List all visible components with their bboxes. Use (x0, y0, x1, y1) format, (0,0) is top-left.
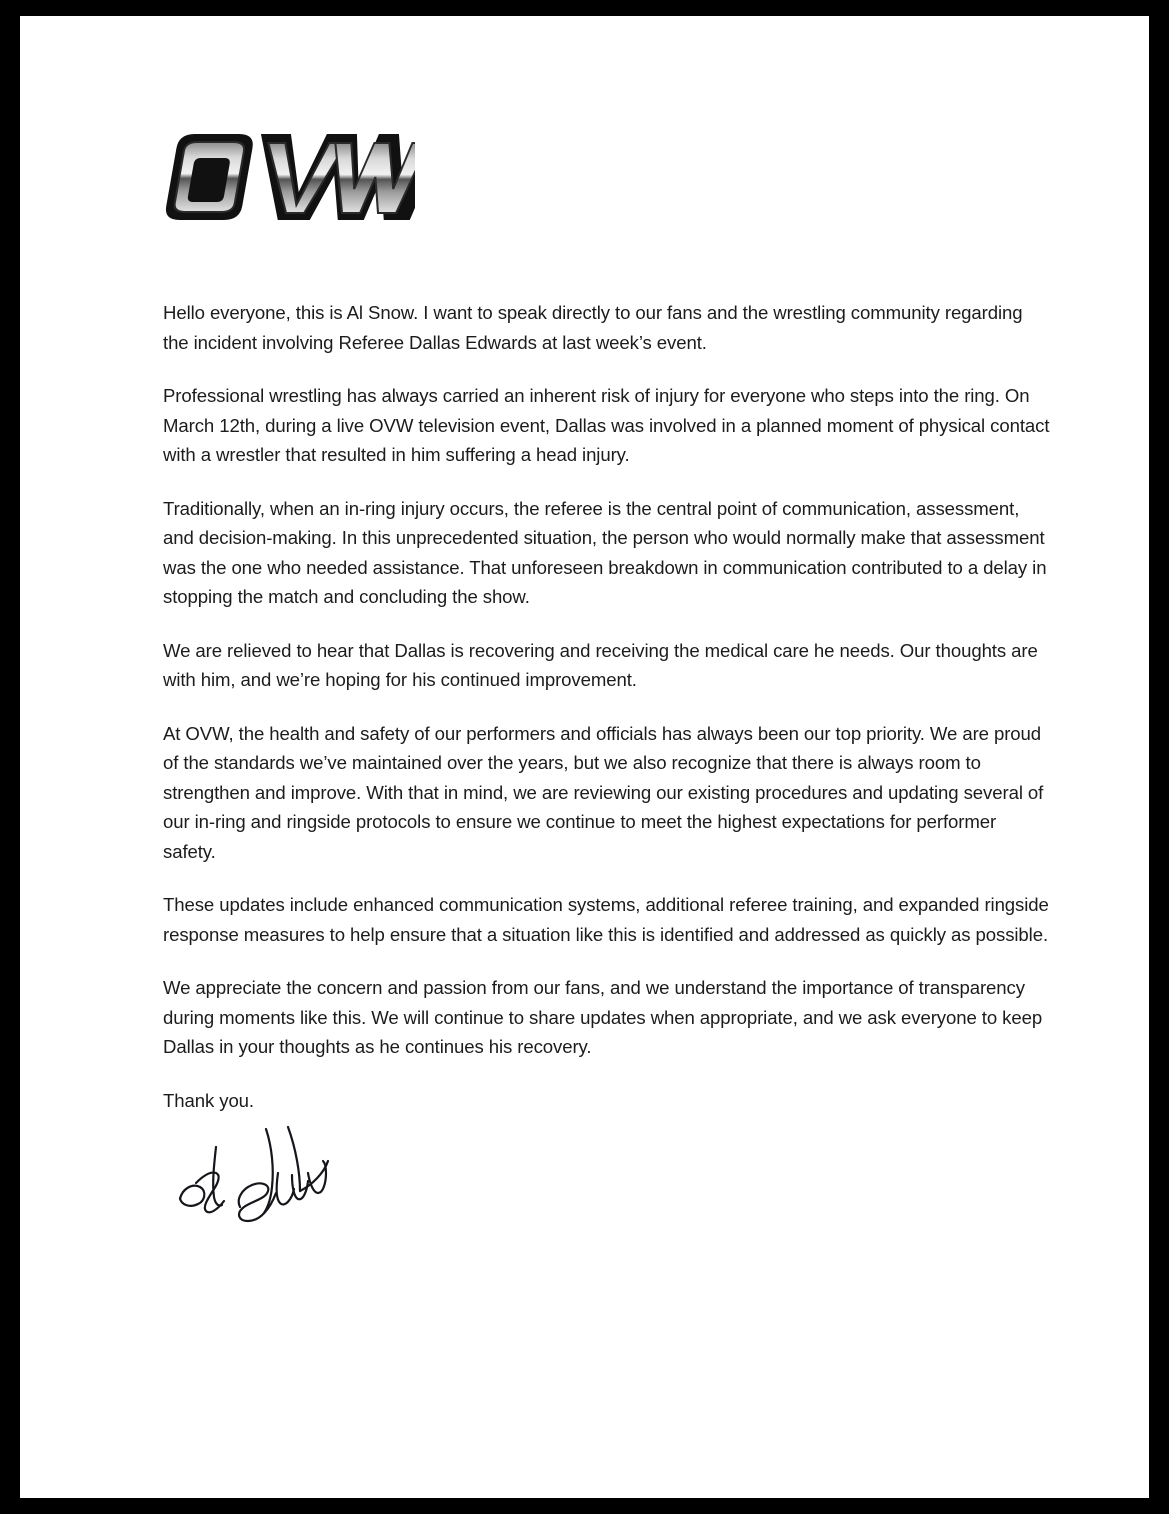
letter-body (163, 298, 1053, 1115)
letter-paragraph: We are relieved to hear that Dallas is recovering and receiving the medical care he needs. Our thoughts are with him, and we’re hoping for his continued improvement. (163, 639, 1038, 690)
letter-paragraph: Hello everyone, this is Al Snow. I want to speak directly to our fans and the wrestling community regarding the incident involving Referee Dallas Edwards at last week’s event. (163, 302, 1023, 353)
letterhead (160, 128, 420, 238)
letter-paragraph: These updates include enhanced communication systems, additional referee training, and expanded ringside response measures to help ensure that a situation like this is identified and addressed as quickly as possible. (163, 894, 1049, 945)
ovw-logo-icon (160, 128, 415, 233)
letter-paragraph: At OVW, the health and safety of our performers and officials has always been our top priority. We are proud of the standards we’ve maintained over the years, but we also recognize that there is always room to strengthen and improve. With that in mind, we are reviewing our existing procedures and updating several of our in-ring and ringside protocols to ensure we continue to meet the highest expectations for performer safety. (163, 722, 1044, 862)
document-page (20, 16, 1149, 1498)
signature-block (170, 1111, 390, 1241)
letter-paragraph: We appreciate the concern and passion from our fans, and we understand the importance of transparency during moments like this. We will continue to share updates when appropriate, and we ask everyone to keep Dallas in your thoughts as he continues his recovery. (163, 977, 1043, 1057)
al-snow-signature-icon (170, 1111, 390, 1241)
letter-paragraph: Professional wrestling has always carried an inherent risk of injury for everyone who steps into the ring. On March 12th, during a live OVW television event, Dallas was involved in a planned moment of physical contact with a wrestler that resulted in him suffering a head injury. (163, 385, 1050, 465)
letter-closing: Thank you. (163, 1089, 254, 1111)
letter-paragraph: Traditionally, when an in-ring injury occurs, the referee is the central point of communication, assessment, and decision-making. In this unprecedented situation, the person who would normally make that assessment was the one who needed assistance. That unforeseen breakdown in communication contributed to a delay in stopping the match and concluding the show. (163, 497, 1047, 607)
